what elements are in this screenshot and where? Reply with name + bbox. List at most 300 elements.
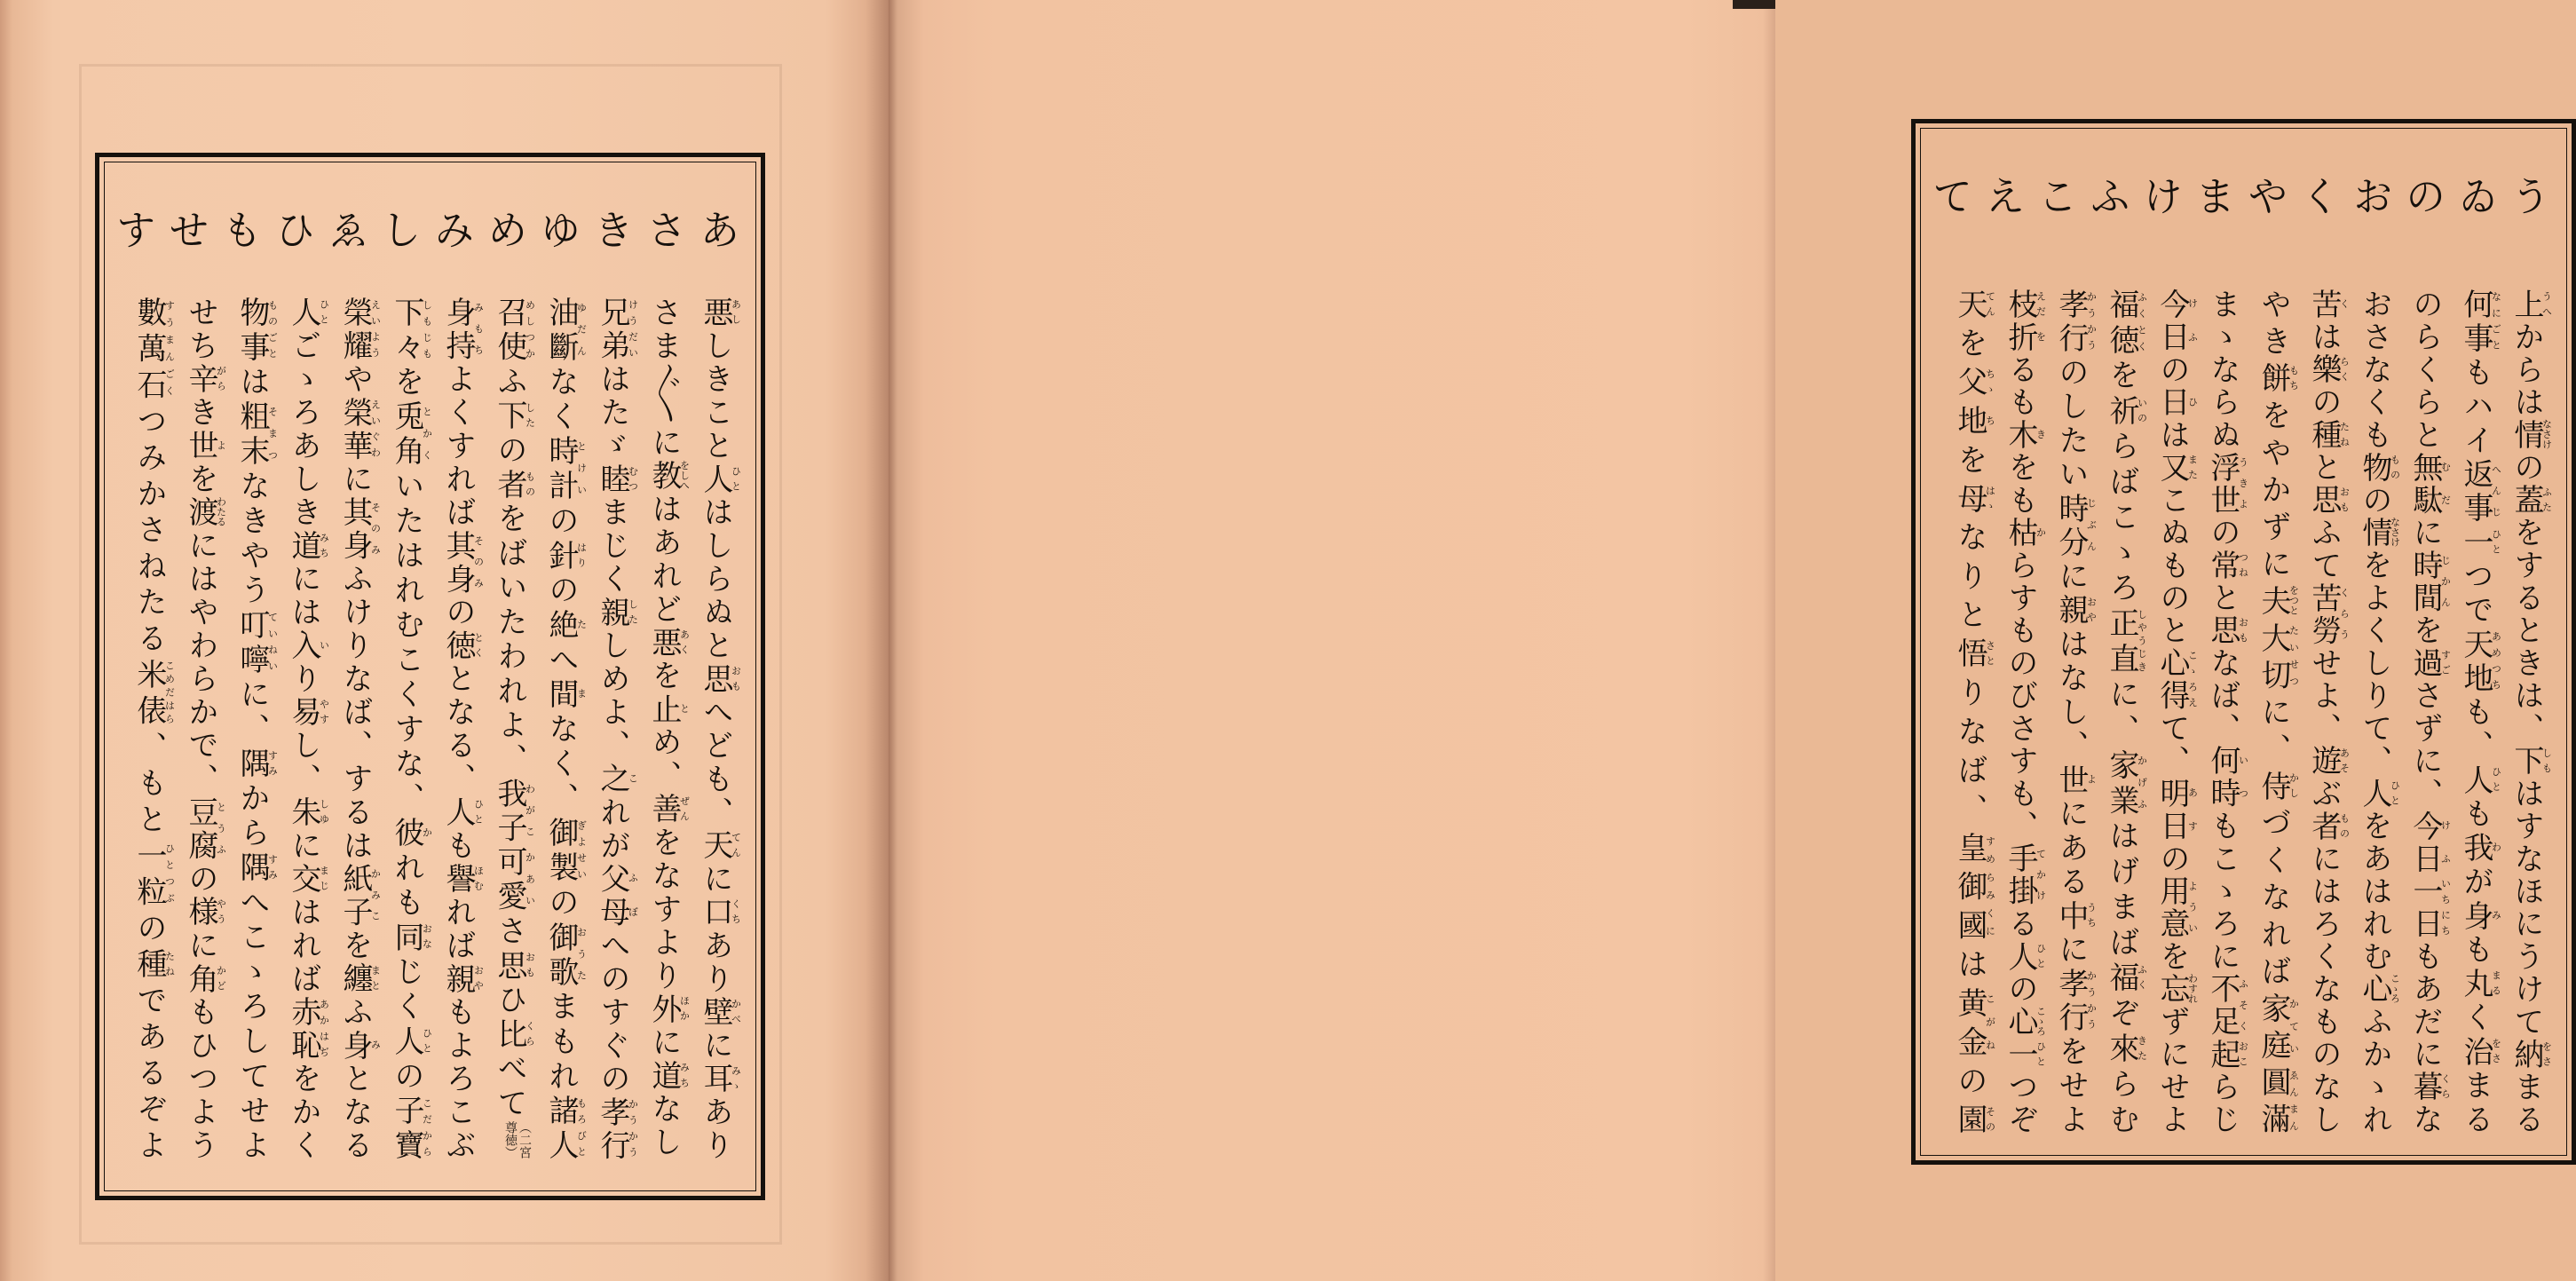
verse-text: り [286,662,321,697]
ruby-base: 天 [698,829,733,863]
ruby-base: 家業 [2104,748,2139,820]
ruby-base: 米俵 [131,658,167,731]
ruby-reading: くらう [2338,581,2351,645]
ruby-word [2407,646,2452,680]
verse-text: は [2154,418,2190,452]
ruby-reading: ものごと [266,297,279,362]
ruby-word [131,658,176,731]
ruby-word [595,463,639,497]
verse-text: へのすぐの [595,929,630,1096]
verse-text: て、 [2154,712,2190,778]
ruby-base: 我 [2458,832,2493,866]
ruby-word [2256,770,2300,808]
ruby-reading: はり [575,539,588,570]
ruby-word [286,996,330,1064]
verse-text: にはやわらかで、 [183,529,218,796]
ruby-base: 一粒 [131,839,167,913]
ruby-base: 善 [646,793,682,826]
verse-text: もハイ [2458,356,2493,459]
ruby-base: 時計 [543,435,579,505]
verse-text: をせよ [2053,1035,2089,1134]
verse-text: ごゝろあしき [286,329,321,530]
ruby-word [2205,1038,2249,1071]
ruby-reading: えいよう [369,297,382,360]
ruby-base: 一 [2458,526,2493,560]
ruby-reading: おも [730,662,742,693]
verse-text: のしたい [2053,356,2089,493]
ruby-reading: とく [472,629,485,660]
verse-text: をかく [286,1063,321,1160]
verse-text: らすものびさすも、 [2003,549,2038,843]
ruby-reading: あし [730,297,742,328]
ruby-reading: なにごと [2490,289,2502,353]
ruby-reading: をつと [2288,584,2300,615]
verse-text: に、 [2104,678,2139,749]
ruby-base: 易 [286,696,321,730]
ruby-base: 種 [131,948,167,984]
verse-text: に [286,829,321,863]
ruby-word [183,430,227,463]
verse-text: と [2306,451,2342,485]
ruby-base: 物 [2357,451,2392,485]
ruby-word [2003,418,2047,452]
ruby-word [2205,973,2249,1039]
ruby-word [698,1063,742,1096]
verse-text: なきやう [234,470,270,609]
ruby-reading: ふた [2540,484,2553,515]
ruby-word [2407,451,2452,518]
ruby-reading: み [369,1029,382,1060]
verse-text: もよろこぶ [440,996,476,1160]
verse-column [329,297,381,1159]
ruby-reading: ほむ [472,862,485,893]
ruby-word [492,846,536,915]
ruby-reading: ぜん [678,793,691,824]
ruby-reading: あそ [2338,745,2351,776]
ruby-word [2357,451,2401,485]
ruby-base: 治 [2458,1035,2493,1070]
ruby-reading: おや [472,962,485,993]
ruby-reading: した [524,399,536,431]
ruby-base: 福 [2104,961,2139,998]
ruby-base: 夫 [2256,584,2291,622]
right-page [889,0,2553,1281]
ruby-reading: ひと [472,795,485,826]
ruby-base: 人 [389,1024,424,1060]
ruby-word [543,1095,588,1160]
ruby-word [595,297,639,364]
ruby-base: 渡 [183,496,218,530]
ruby-reading: みち [318,529,330,560]
verse-text: らむ [2104,1068,2139,1135]
ruby-word [2053,594,2098,629]
ruby-word [2154,451,2199,485]
ruby-reading: きた [2136,1032,2148,1064]
ruby-base: 悪 [698,297,733,330]
verse-text: に、 [2256,696,2291,771]
ruby-base: 世 [183,430,218,463]
verse-text: るも [2003,353,2038,419]
verse-text: せち [183,297,218,364]
ruby-base: 者 [2306,810,2342,843]
verse-text: の [2357,484,2392,518]
verse-text: の [492,433,527,469]
verse-text: の [2205,517,2240,550]
verse-text: の [2154,842,2190,876]
ruby-base: 耳 [698,1063,733,1096]
ruby-word [2104,607,2148,679]
ruby-base: 一日 [2407,875,2443,941]
ruby-reading: かうかう [2085,289,2098,353]
verse-text: を [1952,327,1987,367]
verse-text: をも [2003,451,2038,518]
ruby-base: 明日 [2154,777,2190,843]
ruby-word [2306,484,2351,518]
ruby-reading: まる [2490,968,2502,998]
ruby-reading: けふ [2439,810,2452,874]
verse-column [278,297,329,1159]
ruby-reading: もの [2338,810,2351,841]
ruby-base: 人 [2458,763,2493,798]
ruby-word [2407,875,2452,941]
ruby-base: 侍 [2256,770,2291,808]
verse-text: の [2306,386,2342,419]
verse-column [587,297,638,1159]
verse-column [690,297,741,1159]
verse-text: まる [2509,1071,2544,1135]
ruby-reading: あく [678,626,691,657]
right-iroha-header: うゐのおくやまけふこえて [1925,175,2552,216]
ruby-word [1952,366,1996,406]
verse-text: りなば、 [1952,676,1987,833]
verse-text: も [2458,797,2493,832]
ruby-reading: かてい [2288,992,2300,1060]
ruby-base: 其身 [337,496,373,564]
verse-text: なく [543,366,579,436]
ruby-reading: ま [575,677,588,708]
ruby-base: 何事 [2458,289,2493,357]
ruby-reading: よ [215,430,227,461]
ruby-word [2509,1038,2553,1071]
ruby-base: 榮華 [337,396,373,463]
ruby-word [2104,1032,2148,1069]
verse-text: なく、 [543,713,579,818]
ruby-word [389,1024,433,1060]
ruby-base: 父 [1952,366,1987,406]
ruby-reading: けふ [2186,289,2199,352]
ruby-word [2053,763,2098,798]
ruby-base: 物事 [234,297,270,367]
ruby-base: 數萬石 [131,297,167,406]
ruby-base: 比 [492,1017,527,1053]
ruby-word [183,962,227,997]
ruby-base: 人 [2357,777,2392,811]
ruby-word [1952,289,1996,328]
verse-text: を [2154,940,2190,974]
ruby-reading: すうまんごく [163,297,176,399]
verse-text: さずに、 [2407,679,2443,811]
ruby-reading: とかく [421,400,433,466]
ruby-reading: ほか [678,992,691,1024]
verse-column [2350,289,2400,1134]
ruby-base: 又 [2154,451,2190,485]
ruby-base: 彼 [389,817,424,852]
ruby-reading: へんじ [2490,458,2502,523]
ruby-base: 祈 [2104,394,2139,431]
ruby-reading: ひ [2186,386,2199,417]
ruby-reading: こゝろ [2035,1005,2047,1036]
ruby-reading: おこ [2237,1038,2249,1069]
ruby-word [698,829,742,863]
ruby-base: 隅 [234,747,270,783]
ruby-word [2205,451,2249,518]
verse-text: は [234,366,270,401]
ruby-base: 纏 [337,962,373,996]
ruby-reading: あす [2186,777,2199,841]
right-verse-block [1945,289,2552,1134]
ruby-reading: をさ [2490,1035,2502,1066]
ruby-word [2306,581,2351,648]
ruby-reading: ふぼ [627,862,639,927]
verse-text: よくすれば [440,363,476,530]
ruby-reading: ひとつぶ [163,839,176,906]
verse-text: をばいたわれよ、 [492,502,527,778]
verse-column [2097,289,2147,1134]
verse-text: の [1952,1064,1987,1104]
verse-text: をするときは、 [2509,517,2544,746]
ruby-base: 下 [2509,745,2544,778]
verse-column [638,297,690,1159]
verse-text: の [389,1059,424,1095]
ruby-word [2104,289,2148,360]
ruby-base: 子寶 [389,1095,424,1160]
ruby-word [698,463,742,497]
ruby-reading: と [678,692,691,724]
ruby-base: 兄弟 [595,297,630,364]
ruby-word [2053,899,2098,934]
ruby-base: 豆腐 [183,795,218,863]
ruby-base: 木 [2003,418,2038,452]
verse-text: しめよ、 [595,629,630,763]
verse-text: さ [492,914,527,950]
ruby-base: 忘 [2154,973,2190,1007]
verse-text: さま〴〵に [646,297,682,461]
ruby-base: 天 [1952,289,1987,328]
ruby-reading: く [2338,289,2351,319]
verse-text: つぞ [2003,1071,2038,1135]
ruby-word [2256,621,2300,697]
left-page [0,0,889,1281]
ruby-word [543,921,588,991]
ruby-word [2458,526,2502,560]
ruby-base: 親 [440,962,476,997]
ruby-base: 壁 [698,996,733,1030]
ruby-word [2003,517,2047,550]
ruby-base: 無駄 [2407,451,2443,518]
verse-text: へ [543,643,579,678]
ruby-word [492,949,536,984]
verse-text: じく [389,955,424,1025]
ruby-reading: まじ [318,862,330,893]
ruby-base: 時間 [2407,549,2443,615]
ruby-word [131,948,176,984]
ruby-reading: けうだい [627,297,639,360]
verse-text: も、 [2458,696,2493,764]
verse-column [175,297,226,1159]
ruby-reading: ふそく [2237,973,2249,1036]
verse-text: に [337,463,373,497]
verse-text: れば [440,896,476,963]
ruby-reading: ふく [2136,961,2148,992]
verse-text: のらくらと [2407,289,2443,452]
ruby-reading: かあい [524,846,536,912]
ruby-base: 親 [2053,594,2089,629]
ruby-word [2407,549,2452,615]
verse-column [226,297,278,1159]
verse-text: べて [492,1052,527,1122]
ruby-word [1952,637,1996,677]
verse-text: の [543,886,579,921]
ruby-reading: みゝ [730,1063,742,1094]
verse-text: れが [595,795,630,863]
verse-text: おさなくも [2357,289,2392,452]
ruby-reading: しも [2540,745,2553,776]
ruby-base: 上 [2509,289,2544,321]
ruby-reading: ちゝ [1984,366,1996,397]
verse-text: なし [646,1093,682,1160]
ruby-reading: ぎよせい [575,817,588,882]
verse-text: まる [2458,1069,2493,1134]
ruby-word [2509,745,2553,778]
ruby-reading: そのみ [472,529,485,594]
ruby-base: 思 [2306,484,2342,518]
ruby-word [2458,458,2502,526]
ruby-word [2256,362,2300,400]
ruby-base: 暮 [2407,1071,2443,1104]
ruby-reading: その [1984,1103,1996,1135]
ruby-base: 納 [2509,1038,2544,1071]
verse-text: づくなれば [2256,807,2291,992]
ruby-base: 御歌 [543,921,579,991]
verse-text: はれば [286,896,321,997]
ruby-base: 來 [2104,1032,2139,1069]
verse-text: をやかずに [2256,399,2291,585]
ruby-reading: を [2035,320,2047,352]
ruby-word [234,297,279,367]
ruby-reading: あめつち [2490,628,2502,692]
ruby-reading: ようい [2186,875,2199,938]
ruby-base: 兎角 [389,400,424,470]
ruby-word [440,629,485,663]
verse-column [484,297,535,1159]
ruby-base: 思 [2205,614,2240,647]
ruby-base: 之 [595,763,630,796]
verse-text: は [1952,948,1987,987]
ruby-word [389,921,433,956]
ruby-reading: しゆ [318,795,330,826]
ruby-reading: らく [2338,353,2351,384]
ruby-base: 辛 [183,363,218,397]
ruby-base: 枯 [2003,517,2038,550]
ruby-word [2154,386,2199,419]
ruby-reading: がら [215,363,227,394]
verse-text: を [2104,359,2139,395]
verse-text: からは [2509,320,2544,419]
ruby-word [1952,986,1996,1065]
ruby-reading: ひと [421,1024,433,1056]
ruby-reading: こめだはら [163,658,176,725]
ruby-reading: かみこ [369,862,382,927]
ruby-base: 不足 [2205,973,2240,1039]
ruby-word [337,297,382,364]
ruby-base: 正直 [2104,607,2139,679]
ruby-reading: き [2035,418,2047,449]
ruby-word [2205,745,2249,811]
ruby-base: 譽 [440,862,476,897]
left-iroha-header: あさきゆめみしゑひもせす [109,209,741,249]
ruby-word [492,468,536,503]
ruby-reading: もち [2288,362,2300,393]
ruby-word [2003,842,2047,908]
verse-text: に [2053,560,2089,595]
ruby-base: 過 [2407,646,2443,680]
left-verse-block [123,297,741,1159]
ruby-word [389,400,433,470]
verse-column [1945,289,1995,1134]
verse-text: であるぞよ [131,984,167,1160]
ruby-base: 苦 [2306,289,2342,321]
verse-text: の [440,596,476,630]
ruby-word [2357,777,2401,811]
ruby-reading: てかけ [2035,842,2047,906]
ruby-word [2509,418,2553,452]
ruby-word [286,696,330,730]
verse-column [2501,289,2552,1134]
ruby-base: 身持 [440,297,476,364]
ruby-reading: たね [163,948,176,979]
ruby-base: 丸 [2458,968,2493,1002]
ruby-word [492,1017,536,1053]
ruby-base: 世 [2053,763,2089,798]
ruby-reading: こ [627,763,639,794]
ruby-base: 返事 [2458,458,2493,526]
ruby-word [1952,832,1996,949]
ruby-base: 針 [543,539,579,574]
verse-text: ひ [492,984,527,1018]
ruby-word [2306,745,2351,778]
verse-text: に [646,1026,682,1060]
ruby-reading: ふくとく [2136,289,2148,354]
ruby-base: 圓滿 [2256,1066,2291,1135]
verse-text: あり [698,1095,733,1160]
ruby-word [2256,1066,2300,1135]
ruby-base: 同 [389,921,424,956]
verse-text: まじく [595,496,630,597]
ruby-base: 朱 [286,795,321,830]
ruby-word [286,629,330,663]
ruby-word [2104,748,2148,820]
ruby-reading: えだ [2035,289,2047,320]
ruby-word [2003,1038,2047,1071]
verse-text: の [2509,451,2544,485]
ruby-word [389,817,433,852]
ruby-word [2154,289,2199,354]
ruby-reading: かし [2288,770,2300,801]
ruby-base: 天地 [2458,628,2493,696]
ruby-reading: もの [2389,451,2401,482]
verse-column [2299,289,2350,1134]
ruby-reading: とうふ [215,795,227,860]
